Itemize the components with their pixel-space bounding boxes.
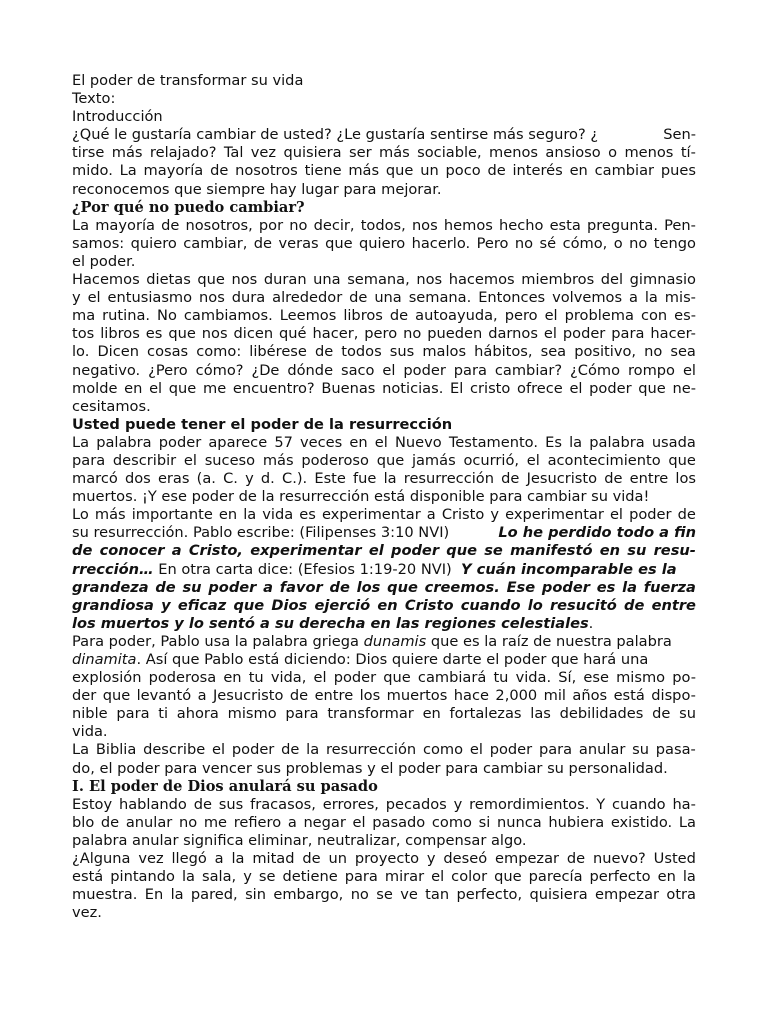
text-line: y el entusiasmo nos dura alrededor de una semana. Entonces volvemos a la mis-	[72, 289, 696, 307]
section-2-paragraph-3	[72, 633, 696, 742]
scripture-quote-line: los muertos y lo sentó a su derecha en las regiones celestiales.	[72, 614, 594, 632]
text-line: mido. La mayoría de nosotros tiene más que un poco de interés en cambiar pues	[72, 162, 696, 180]
text-line: ma rutina. No cambiamos. Leemos libros de autoayuda, pero el problema con es-	[72, 307, 696, 325]
text-line: su resurrección. Pablo escribe: (Filipenses 3:10 NVI) Lo he perdido todo a fin	[72, 524, 696, 542]
text-line: el poder.	[72, 252, 136, 270]
text-line: muertos. ¡Y ese poder de la resurrección está disponible para cambiar su vida!	[72, 488, 650, 506]
document-title: El poder de transformar su vida	[72, 72, 304, 89]
intro-label: Introducción	[72, 108, 163, 126]
scripture-quote-line: grandeza de su poder a favor de los que creemos. Ese poder es la fuerza	[72, 578, 696, 596]
section-3-paragraph-1	[72, 796, 696, 850]
text-line: molde en el que me encuentro? Buenas noticias. El cristo ofrece el poder que ne-	[72, 379, 696, 397]
section-2-paragraph-4	[72, 741, 696, 777]
text-line: Hacemos dietas que nos duran una semana, nos hacemos miembros del gimnasio	[72, 271, 696, 289]
section-2-paragraph-2	[72, 506, 696, 633]
text-line: reconocemos que siempre hay lugar para mejorar.	[72, 180, 442, 198]
text-line: do, el poder para vencer sus problemas y el poder para cambiar su personalidad.	[72, 759, 668, 777]
text-line: Estoy hablando de sus fracasos, errores, pecados y remordimientos. Y cuando ha-	[72, 795, 696, 813]
text-line: nible para ti ahora mismo para transformar en fortalezas las debilidades de su	[72, 705, 696, 723]
document-page	[72, 72, 696, 922]
text-line: blo de anular no me refiero a negar el pasado como si nunca hubiera existido. La	[72, 813, 696, 831]
text-line: dinamita. Así que Pablo está diciendo: Dios quiere darte el poder que hará una	[72, 651, 649, 668]
text-line: cesitamos.	[72, 397, 151, 415]
text-line: ¿Qué le gustaría cambiar de usted? ¿Le gustaría sentirse más seguro? ¿ Sen-	[72, 126, 696, 144]
text-line: muestra. En la pared, sin embargo, no se ve tan perfecto, quisiera empezar otra	[72, 886, 696, 904]
text-line: para describir el suceso más poderoso que jamás ocurrió, el acontecimiento que	[72, 451, 696, 469]
text-line: der que levantó a Jesucristo de entre los muertos hace 2,000 mil años está dispo-	[72, 687, 696, 705]
text-line: Para poder, Pablo usa la palabra griega dunamis que es la raíz de nuestra palabra	[72, 632, 672, 650]
text-line: negativo. ¿Pero cómo? ¿De dónde saco el poder para cambiar? ¿Cómo rompo el	[72, 361, 696, 379]
text-line: La palabra poder aparece 57 veces en el Nuevo Testamento. Es la palabra usada	[72, 433, 696, 451]
scripture-quote-line: grandiosa y eficaz que Dios ejerció en Cristo cuando lo resucitó de entre	[72, 596, 696, 614]
section-2-paragraph-1	[72, 434, 696, 506]
text-line: tirse más relajado? Tal vez quisiera ser más sociable, menos ansioso o menos tí-	[72, 144, 696, 162]
text-line: marcó dos eras (a. C. y d. C.). Este fue la resurrección de Jesucristo de entre los	[72, 470, 696, 488]
text-line: ¿Alguna vez llegó a la mitad de un proyecto y deseó empezar de nuevo? Usted	[72, 850, 696, 868]
section-1-paragraph-2	[72, 271, 696, 416]
section-heading-3: I. El poder de Dios anulará su pasado	[72, 777, 378, 795]
text-line: está pintando la sala, y se detiene para mirar el color que parecía perfecto en la	[72, 868, 696, 886]
text-line: tos libros es que nos dicen qué hacer, pero no pueden darnos el poder para hacer-	[72, 325, 696, 343]
scripture-quote-line: de conocer a Cristo, experimentar el poder que se manifestó en su resu-	[72, 542, 696, 560]
text-line: lo. Dicen cosas como: libérese de todos sus malos hábitos, sea positivo, no sea	[72, 343, 696, 361]
text-line: La Biblia describe el poder de la resurrección como el poder para anular su pasa-	[72, 741, 696, 759]
text-label: Texto:	[72, 90, 116, 108]
section-3-paragraph-2	[72, 850, 696, 922]
text-line: explosión poderosa en tu vida, el poder que cambiará tu vida. Sí, ese mismo po-	[72, 669, 696, 687]
text-line: La mayoría de nosotros, por no decir, todos, nos hemos hecho esta pregunta. Pen-	[72, 216, 696, 234]
text-line: vida.	[72, 723, 108, 741]
section-heading-1: ¿Por qué no puedo cambiar?	[72, 198, 305, 216]
text-line: palabra anular significa eliminar, neutralizar, compensar algo.	[72, 831, 527, 849]
text-line: rrección… En otra carta dice: (Efesios 1:19-20 NVI) Y cuán incomparable es la	[72, 560, 677, 578]
text-line: Lo más importante en la vida es experimentar a Cristo y experimentar el poder de	[72, 506, 696, 524]
section-1-paragraph-1	[72, 217, 696, 271]
text-line: samos: quiero cambiar, de veras que quiero hacerlo. Pero no sé cómo, o no tengo	[72, 234, 696, 252]
section-heading-2: Usted puede tener el poder de la resurrección	[72, 415, 453, 433]
intro-paragraph	[72, 126, 696, 198]
text-line: vez.	[72, 904, 102, 922]
